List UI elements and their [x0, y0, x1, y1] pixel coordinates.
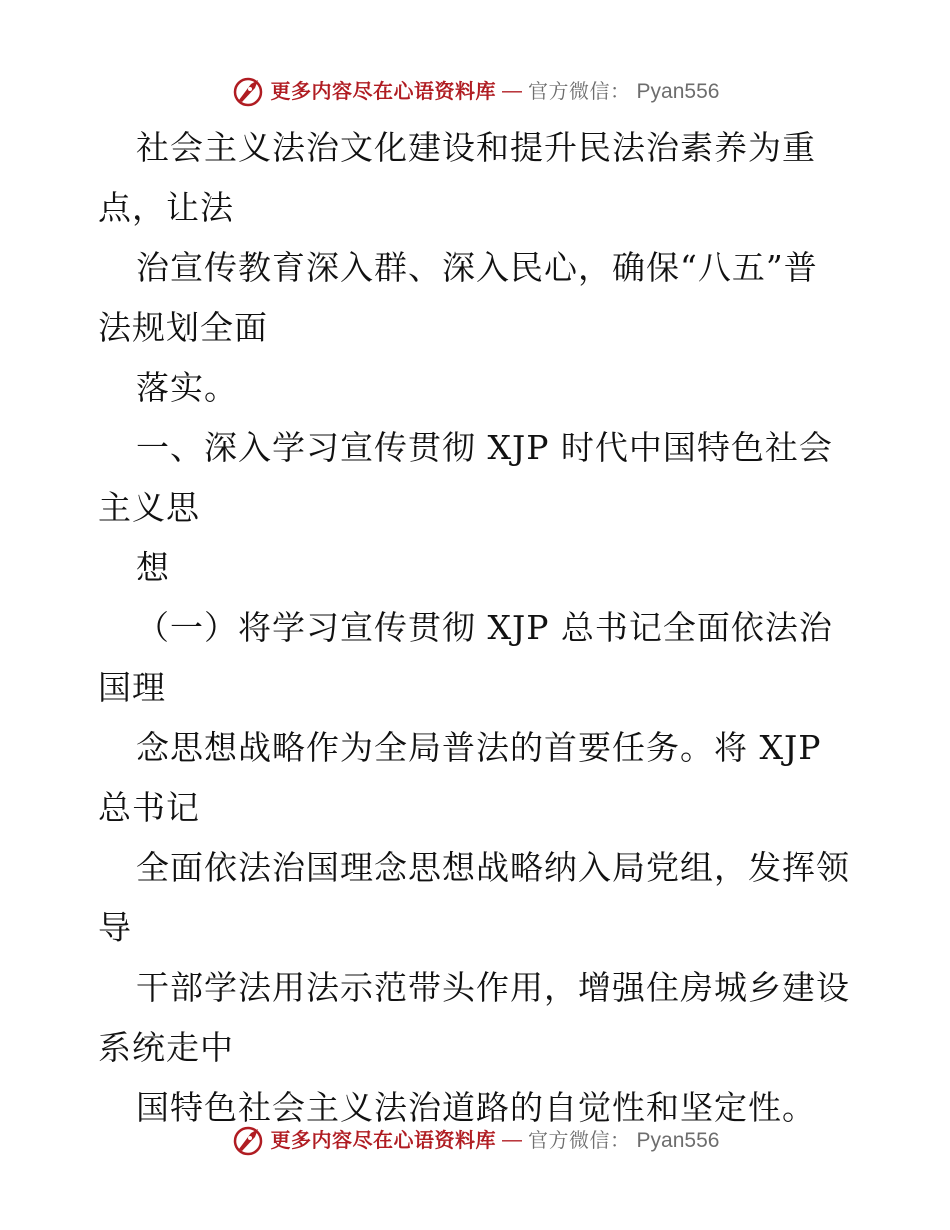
body-line: 治宣传教育深入群、深入民心，确保“八五”普 [136, 248, 818, 287]
footer-watermark [0, 1120, 950, 1160]
watermark-group [231, 74, 720, 108]
pen-nib-logo-icon [231, 74, 265, 108]
watermark-brand: 更多内容尽在心语资料库 [270, 1128, 497, 1152]
body-line: 总书记 [98, 788, 200, 827]
body-line: 全面依法治国理念思想战略纳入局党组，发挥领 [136, 848, 850, 887]
body-line: 法规划全面 [98, 308, 268, 347]
section-heading-line: 想 [136, 548, 170, 587]
watermark-wechat-id: Pyan556 [636, 1128, 720, 1152]
body-line: 系统走中 [98, 1028, 234, 1067]
subsection-heading-line: 国理 [98, 668, 166, 707]
body-line: 落实。 [136, 368, 238, 407]
watermark-contact-label: 官方微信： [528, 1128, 631, 1152]
body-line: 干部学法用法示范带头作用，增强住房城乡建设 [136, 968, 850, 1007]
watermark-group [231, 1123, 720, 1157]
header-watermark [0, 71, 950, 111]
body-line: 点，让法 [98, 188, 234, 227]
document-body [98, 128, 858, 1152]
watermark-contact-label: 官方微信： [528, 79, 631, 103]
watermark-wechat-id: Pyan556 [636, 79, 720, 103]
section-heading-line: 主义思 [98, 488, 200, 527]
watermark-dash: — [502, 1129, 523, 1151]
watermark-dash: — [502, 80, 523, 102]
body-line: 社会主义法治文化建设和提升民法治素养为重 [136, 128, 816, 167]
section-heading-line: 一、深入学习宣传贯彻 XJP 时代中国特色社会 [136, 428, 833, 467]
body-line: 导 [98, 908, 132, 947]
body-line: 国特色社会主义法治道路的自觉性和坚定性。 [136, 1088, 816, 1127]
watermark-brand: 更多内容尽在心语资料库 [270, 79, 497, 103]
body-line: 念思想战略作为全局普法的首要任务。将 XJP [136, 728, 822, 767]
subsection-heading-line: （一）将学习宣传贯彻 XJP 总书记全面依法治 [136, 608, 833, 647]
pen-nib-logo-icon [231, 1123, 265, 1157]
